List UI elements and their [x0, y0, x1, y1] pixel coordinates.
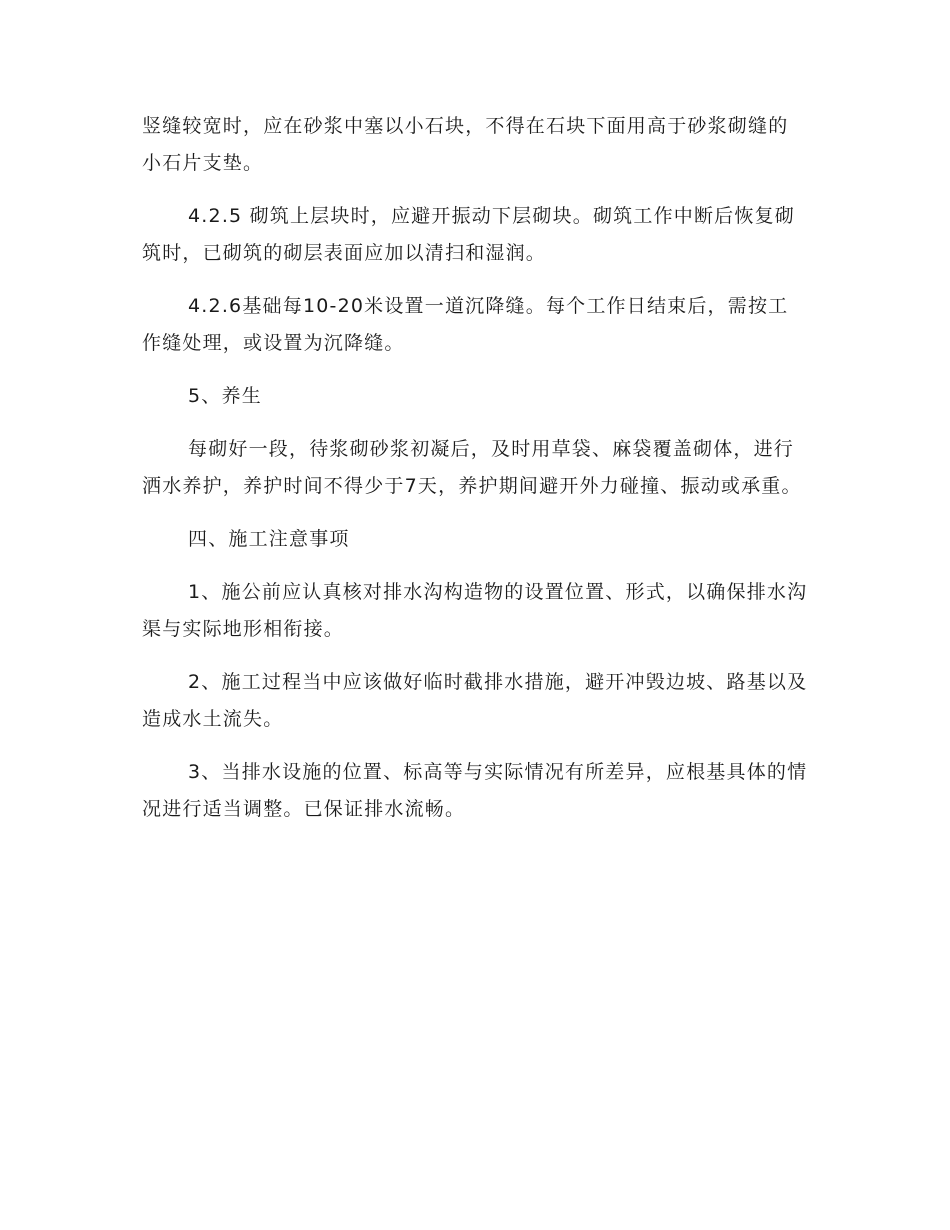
- note-item-2: 2、施工过程当中应该做好临时截排水措施，避开冲毁边坡、路基以及造成水土流失。: [142, 671, 808, 730]
- paragraph-curing: 每砌好一段，待浆砌砂浆初凝后，及时用草袋、麻袋覆盖砌体，进行洒水养护，养护时间不得少于7天，养护期间避开外力碰撞、振动或承重。: [142, 438, 802, 497]
- note-item-3: 3、当排水设施的位置、标高等与实际情况有所差异，应根基具体的情况进行适当调整。已保证排水流畅。: [142, 761, 808, 820]
- section-heading-curing: 5、养生: [188, 385, 262, 407]
- note-item-1: 1、施公前应认真核对排水沟构造物的设置位置、形式，以确保排水沟渠与实际地形相衔接。: [142, 581, 808, 640]
- paragraph-vertical-joint: 竖缝较宽时，应在砂浆中塞以小石块，不得在石块下面用高于砂浆砌缝的小石片支垫。: [142, 115, 789, 174]
- section-heading-construction-notes: 四、施工注意事项: [188, 528, 350, 550]
- paragraph-4-2-6: 4.2.6基础每10-20米设置一道沉降缝。每个工作日结束后，需按工作缝处理，或设置为沉降缝。: [142, 295, 789, 354]
- document-body: [142, 108, 808, 844]
- paragraph-4-2-5: 4.2.5 砌筑上层块时，应避开振动下层砌块。砌筑工作中断后恢复砌筑时，已砌筑的砌层表面应加以清扫和湿润。: [142, 205, 795, 264]
